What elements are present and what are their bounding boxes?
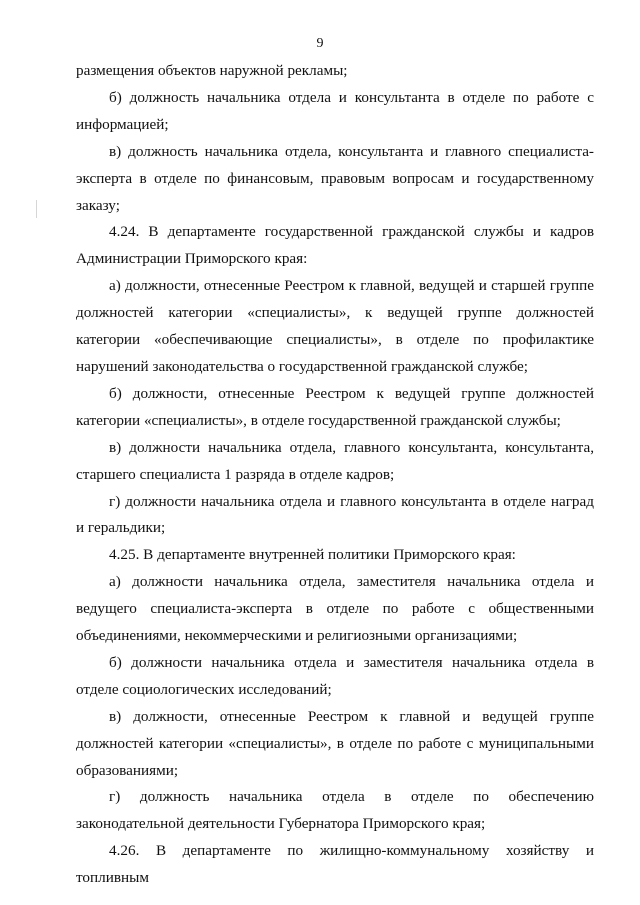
paragraph-item-g-legislative: г) должность начальника отдела в отделе по обеспечению законодательной деятельности Губернатора Приморского края;	[76, 788, 594, 833]
paragraph-item-v-personnel: в) должности начальника отдела, главного консультанта, консультанта, старшего специалиста 1 разряда в отделе кадров;	[76, 438, 594, 483]
paragraph-section-4-25: 4.25. В департаменте внутренней политики Приморского края:	[109, 546, 516, 564]
paragraph-section-4-24: 4.24. В департаменте государственной гражданской службы и кадров Администрации Приморского края:	[76, 223, 594, 268]
page-number: 9	[316, 36, 324, 51]
paragraph-continuation: размещения объектов наружной рекламы;	[76, 62, 348, 79]
paragraph-item-b-information: б) должность начальника отдела и консультанта в отделе по работе с информацией;	[76, 88, 594, 133]
paragraph-item-g-awards: г) должности начальника отдела и главного консультанта в отделе наград и геральдики;	[76, 492, 594, 537]
paragraph-item-v-municipal: в) должности, отнесенные Реестром к главной и ведущей группе должностей категории «специалисты», в отделе по работе с муниципальными образованиями;	[76, 707, 594, 779]
paragraph-item-b-civil-service: б) должности, отнесенные Реестром к ведущей группе должностей категории «специалисты», в отделе государственной гражданской службы;	[76, 384, 594, 429]
document-body	[76, 58, 594, 892]
paragraph-item-a-public-associations: а) должности начальника отдела, заместителя начальника отдела и ведущего специалиста-эксперта в отделе по работе с общественными объединениями, некоммерческими и религиозными организациями;	[76, 573, 594, 645]
paragraph-item-a-prevention: а) должности, отнесенные Реестром к главной, ведущей и старшей группе должностей категории «специалисты», к ведущей группе должностей категории «обеспечивающие специалисты», в отделе по профилактике нарушений законодательства о государственной гражданской службе;	[76, 277, 594, 375]
margin-mark	[36, 200, 37, 218]
paragraph-item-b-sociological: б) должности начальника отдела и заместителя начальника отдела в отделе социологических исследований;	[76, 653, 594, 698]
paragraph-section-4-26: 4.26. В департаменте по жилищно-коммунальному хозяйству и топливным	[76, 842, 594, 887]
paragraph-item-v-finance: в) должность начальника отдела, консультанта и главного специалиста-эксперта в отделе по финансовым, правовым вопросам и государственному заказу;	[76, 142, 594, 214]
